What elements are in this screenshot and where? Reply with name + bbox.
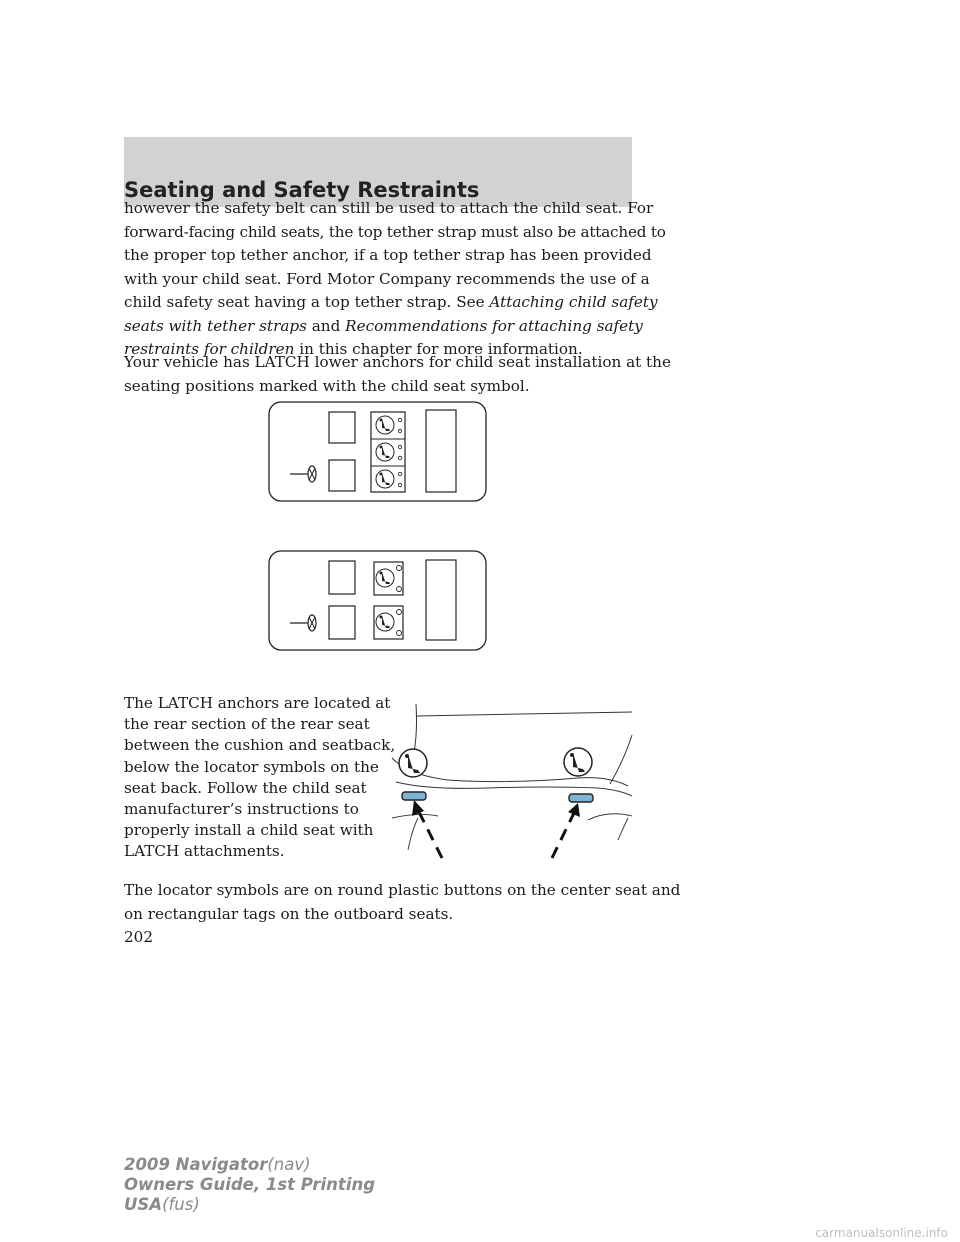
reference-link: seats with tether straps — [124, 316, 307, 335]
paragraph-2 — [124, 351, 671, 398]
seat-diagram-three-positions — [268, 401, 488, 503]
para2-line-1: Your vehicle has LATCH lower anchors for child seat installation at the — [124, 353, 671, 371]
para3-line-8: LATCH attachments. — [124, 842, 285, 861]
para3-line-3: between the cushion and seatback, — [124, 736, 396, 755]
page-title: Seating and Safety Restraints — [124, 178, 480, 202]
para3-line-4: below the locator symbols on the — [124, 757, 379, 776]
child-seat-icon — [376, 569, 394, 587]
para3-line-5: seat back. Follow the child seat — [124, 778, 367, 797]
para4-line-1: The locator symbols are on round plastic buttons on the center seat and — [124, 881, 681, 899]
reference-link: restraints for children — [124, 340, 295, 358]
child-seat-icon — [564, 748, 592, 776]
para3-line-6: manufacturer’s instructions to — [124, 800, 359, 819]
paragraph-3 — [124, 693, 396, 863]
para1-line-5: child safety seat having a top tether strap. See Attaching child safety — [124, 293, 658, 311]
reference-link: Recommendations for attaching safety — [345, 316, 643, 335]
seat-diagram-two-positions — [268, 550, 488, 652]
footer-model-line: 2009 Navigator(nav) — [124, 1155, 311, 1174]
para1-line-6: seats with tether straps and Recommendations for attaching safety — [124, 316, 643, 335]
print-footer — [124, 1155, 375, 1215]
paragraph-4 — [124, 879, 681, 926]
footer-market-line: USA(fus) — [124, 1195, 200, 1214]
child-seat-icon — [399, 749, 427, 777]
arrow-head-icon — [412, 800, 424, 816]
para1-line-1: however the safety belt can still be used to attach the child seat. For — [124, 199, 654, 217]
child-seat-icon — [376, 470, 394, 488]
para4-line-2: on rectangular tags on the outboard seats. — [124, 904, 454, 923]
para1-line-2: forward-facing child seats, the top tether strap must also be attached to — [124, 222, 666, 241]
latch-anchor — [402, 792, 426, 800]
para1-line-3: the proper top tether anchor, if a top tether strap has been provided — [124, 246, 652, 264]
page-number: 202 — [124, 928, 153, 946]
para1-line-7: restraints for children in this chapter for more information. — [124, 340, 583, 358]
child-seat-icon — [376, 443, 394, 461]
reference-link: Attaching child safety — [489, 293, 658, 311]
latch-anchor — [569, 794, 593, 802]
footer-guide-line: Owners Guide, 1st Printing — [124, 1175, 376, 1194]
child-seat-icon — [376, 613, 394, 631]
para3-line-2: the rear section of the rear seat — [124, 715, 370, 734]
watermark: carmanualsonline.info — [815, 1226, 948, 1240]
child-seat-icon — [376, 416, 394, 434]
para3-line-1: The LATCH anchors are located at — [124, 694, 391, 712]
dashed-arrow-line — [552, 813, 574, 858]
para2-line-2: seating positions marked with the child seat symbol. — [124, 376, 530, 395]
dashed-arrow-line — [418, 810, 442, 858]
latch-anchor-illustration — [388, 700, 638, 862]
paragraph-1 — [124, 197, 666, 362]
para1-line-4: with your child seat. Ford Motor Company recommends the use of a — [124, 269, 650, 288]
para3-line-7: properly install a child seat with — [124, 821, 374, 840]
